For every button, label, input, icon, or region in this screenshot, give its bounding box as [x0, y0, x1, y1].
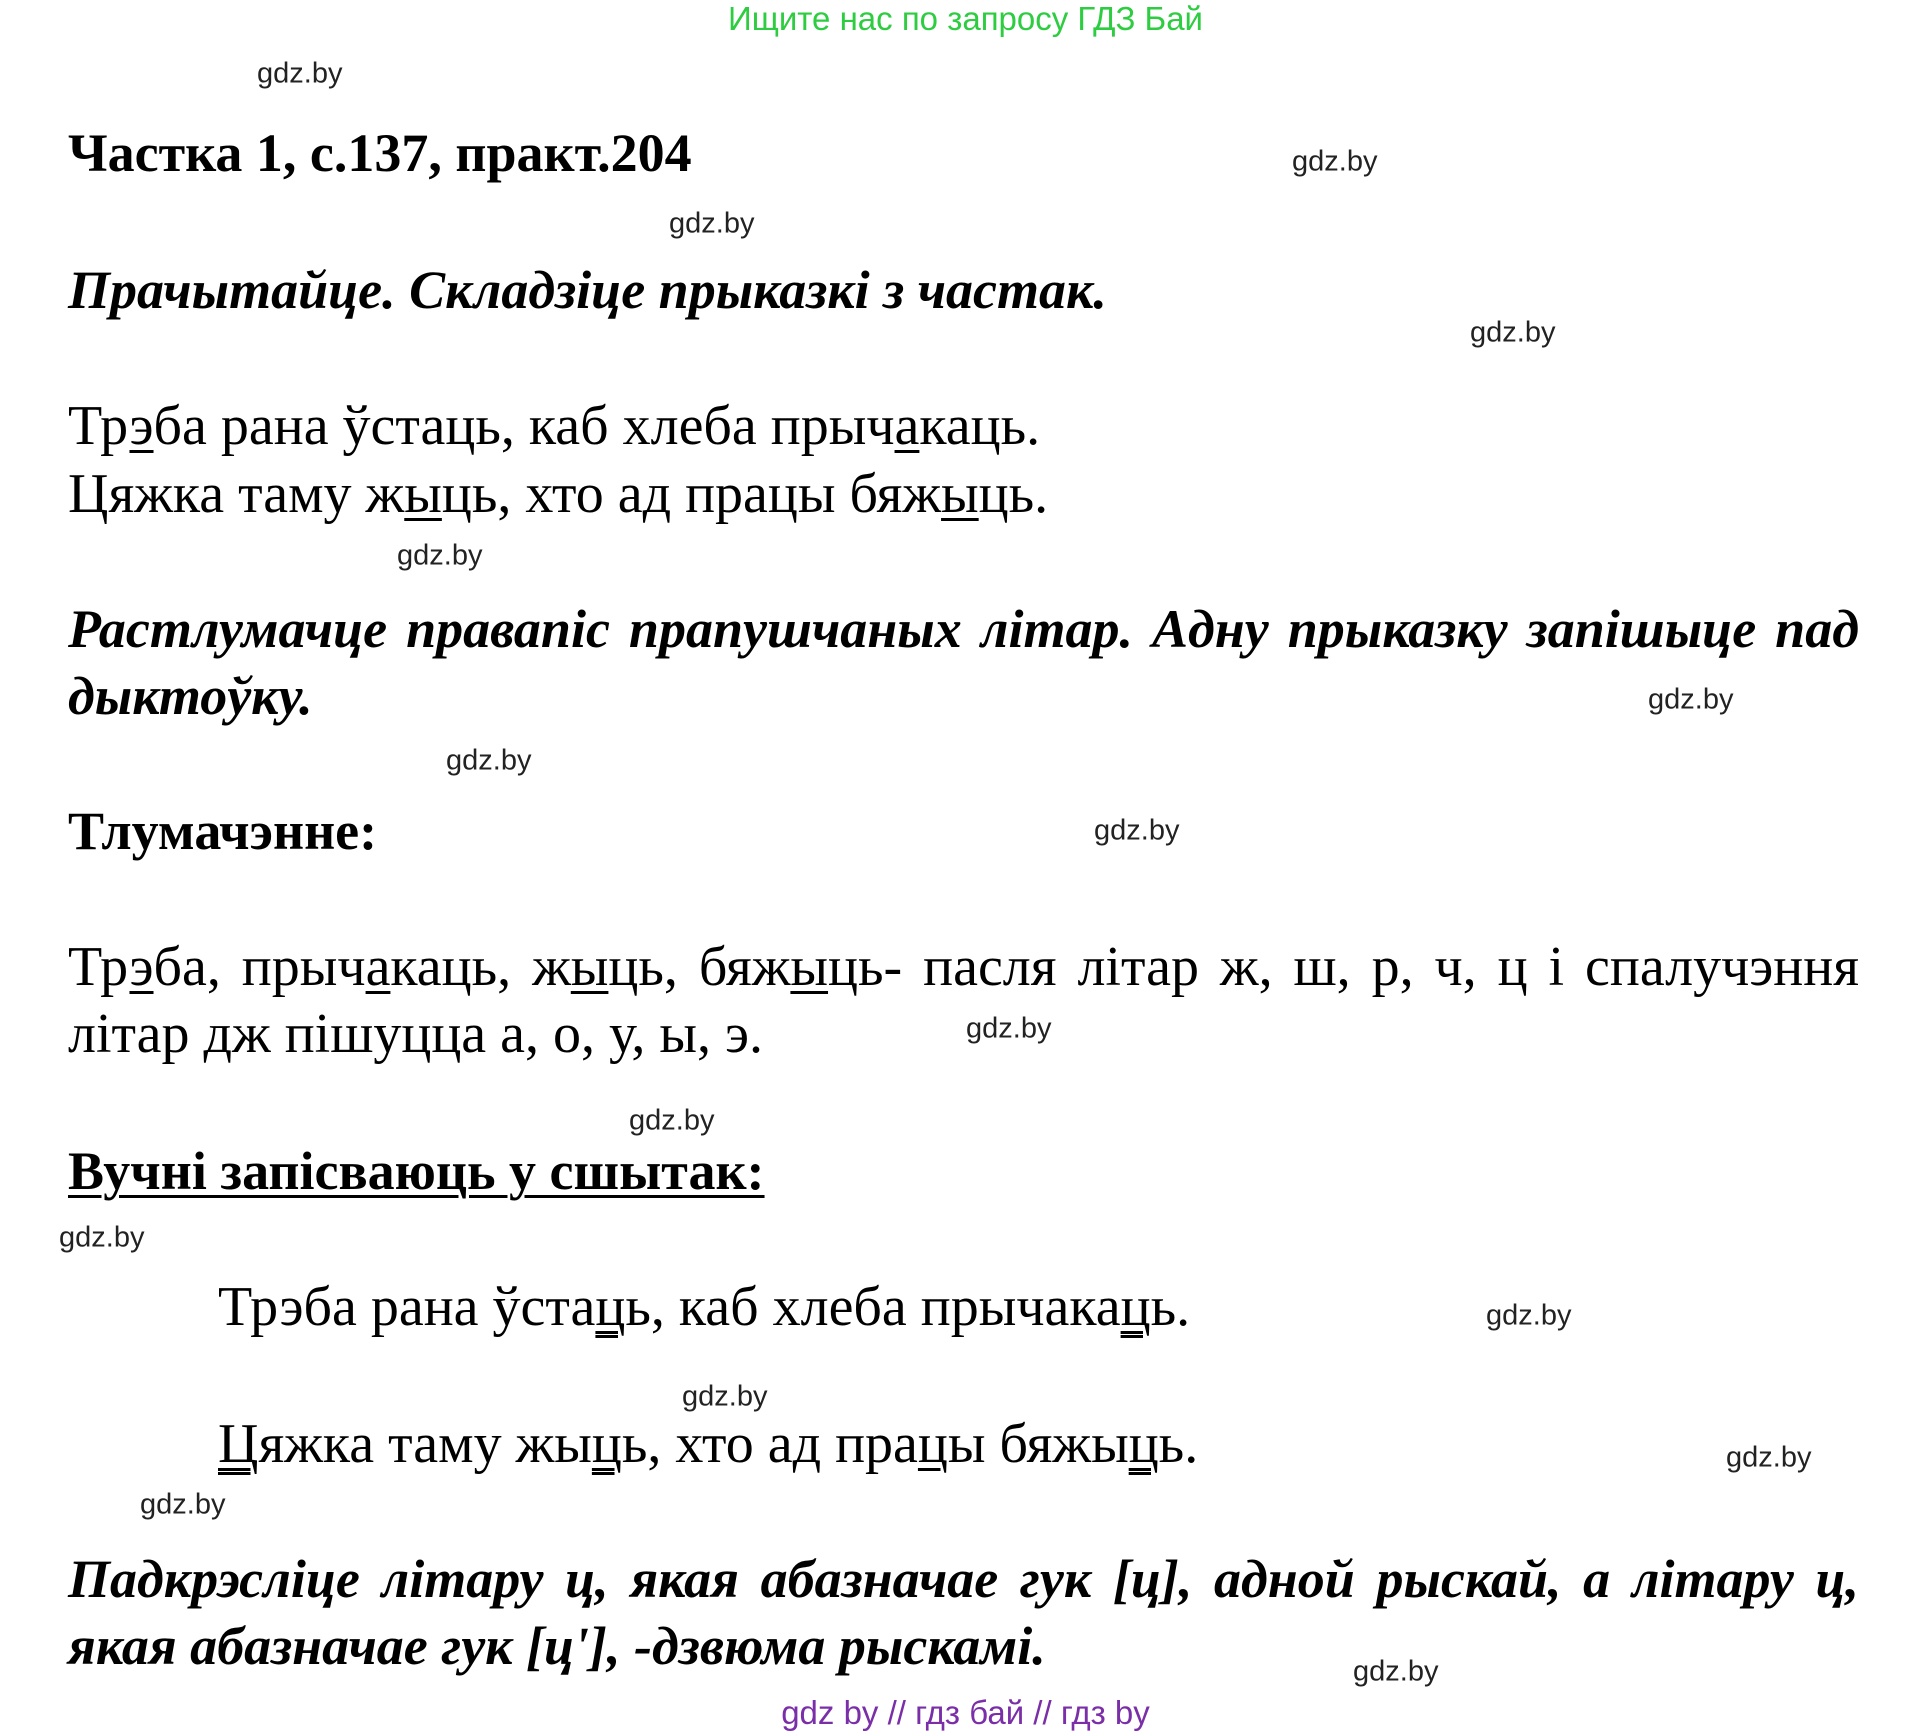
text-segment: ы бяжы	[947, 1413, 1129, 1475]
underlined-letter: а	[365, 936, 391, 998]
watermark: gdz.by	[669, 207, 755, 240]
watermark: gdz.by	[1648, 683, 1734, 716]
text-segment: ь.	[1158, 1413, 1199, 1475]
search-banner: Ищите нас по запросу ГДЗ Бай	[728, 0, 1203, 37]
watermark: gdz.by	[1353, 1655, 1439, 1688]
text-segment: Тр	[68, 936, 130, 998]
text-segment: ць- пасля літар ж, ш, р, ч, ц і спалучэння літар дж пішуцца а, о, у, ы, э.	[68, 936, 1860, 1065]
watermark: gdz.by	[682, 1380, 768, 1413]
notebook-heading: Вучні запісваюць у сшытак:	[68, 1141, 765, 1201]
text-segment: ба рана ўстаць, каб хлеба прыч	[153, 395, 895, 457]
notebook-line	[218, 1274, 1190, 1341]
text-segment: ба, прыч	[153, 936, 366, 998]
underlined-letter: а	[894, 395, 920, 457]
underlined-letter: ы	[570, 936, 609, 998]
page-title: Частка 1, с.137, практ.204	[68, 123, 692, 183]
text-segment: ць, хто ад працы бяж	[441, 463, 942, 525]
explanation-text	[68, 934, 1859, 1068]
watermark: gdz.by	[446, 744, 532, 777]
watermark: gdz.by	[140, 1488, 226, 1521]
watermark: gdz.by	[1470, 316, 1556, 349]
notebook-line	[218, 1411, 1198, 1478]
text-segment: ць.	[978, 463, 1049, 525]
text-segment: Трэба рана ўста	[218, 1276, 596, 1338]
watermark: gdz.by	[1292, 145, 1378, 178]
double-underlined-letter: ц	[595, 1276, 626, 1338]
double-underlined-letter: ц	[1128, 1413, 1159, 1475]
watermark: gdz.by	[1094, 814, 1180, 847]
text-segment: ь, каб хлеба прычака	[625, 1276, 1121, 1338]
text-segment: каць.	[919, 395, 1041, 457]
double-underlined-letter: ц	[591, 1413, 622, 1475]
text-segment: Цяжка таму ж	[68, 463, 405, 525]
task-instruction-1: Прачытайце. Складзіце прыказкі з частак.	[68, 260, 1107, 320]
underlined-letter: ц	[917, 1413, 948, 1475]
proverb-line	[68, 461, 1048, 528]
underlined-letter: ы	[404, 463, 442, 525]
underlined-letter: э	[129, 395, 154, 457]
watermark: gdz.by	[966, 1012, 1052, 1045]
watermark: gdz.by	[629, 1104, 715, 1137]
double-underlined-letter: Ц	[218, 1413, 259, 1475]
double-underlined-letter: ц	[1120, 1276, 1151, 1338]
underlined-letter: ы	[941, 463, 979, 525]
task-instruction-2: Растлумачце правапіс прапушчаных літар. Адну прыказку запішыце пад дыктоўку.	[68, 599, 1859, 726]
text-segment: ь.	[1150, 1276, 1191, 1338]
explanation-heading: Тлумачэнне:	[68, 801, 378, 861]
text-segment: ь, хто ад пра	[621, 1413, 918, 1475]
underlined-letter: ы	[790, 936, 829, 998]
watermark: gdz.by	[257, 57, 343, 90]
watermark: gdz.by	[1486, 1299, 1572, 1332]
watermark: gdz.by	[1726, 1441, 1812, 1474]
footer-links: gdz by // гдз бай // гдз by	[781, 1694, 1150, 1731]
text-segment: яжка таму жы	[258, 1413, 592, 1475]
proverb-line	[68, 393, 1040, 460]
task-instruction-3: Падкрэсліце літару ц, якая абазначае гук [ц], адной рыскай, а літару ц, якая абазначае гук [ц'], -дзвюма рыскамі.	[68, 1549, 1859, 1676]
text-segment: ць, бяж	[608, 936, 791, 998]
text-segment: каць, ж	[390, 936, 571, 998]
text-segment: Тр	[68, 395, 130, 457]
watermark: gdz.by	[59, 1221, 145, 1254]
underlined-letter: э	[129, 936, 154, 998]
watermark: gdz.by	[397, 539, 483, 572]
